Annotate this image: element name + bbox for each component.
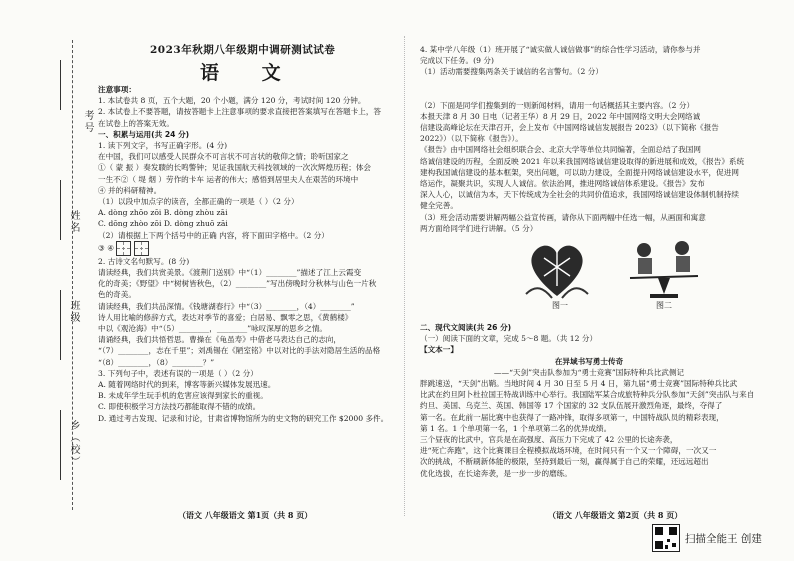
text-line: 比武在约旦阿卜杜拉国王特战训练中心举行。我国陆军某合成旅特种兵分队参加“天剑”突击队与来自 [420, 390, 755, 400]
text-line: 约旦、美国、乌克兰、英国、韩国等 17 个国家的 32 支队伍展开激烈角逐，最终，夺得了 [420, 401, 723, 411]
text-line: 2. 本试卷上不要答题，请按答题卡上注意事项的要求直接把答案填写在答题卡上，答 [98, 107, 382, 117]
text-label: 【文本一】 [420, 345, 458, 355]
text-line: 请诵经典，我们共悟哲思。曹操在《龟虽寿》中借老马表达自己的志向， [98, 335, 341, 345]
text-line: 请读经典，我们共品深情。《钱塘湖春行》中“（3）________，（4）________” [98, 301, 355, 311]
grid-line: ③ ④ [98, 241, 394, 256]
question-line: 2. 古诗文名句默写。(8 分) [98, 256, 190, 266]
question-line: （1）活动需要搜集两条关于诚信的名言警句。（2 分） [420, 67, 603, 77]
label-class: 班级 [68, 300, 79, 324]
article-title: 在异域书写勇士传奇 [554, 356, 624, 366]
heart-hands-illustration [522, 236, 592, 302]
subject-title: 语 文 [200, 62, 299, 84]
article-subtitle: ——“天剑”突击队参加为“勇士竞赛”国际特种兵比武侧记 [493, 367, 685, 377]
text-line: “（8）________，（8）________？” [98, 357, 215, 367]
figure-2-caption: 图二 [656, 301, 672, 310]
text-line: 在试卷上的答案无效。 [98, 118, 174, 128]
label-name: 姓名 [68, 210, 79, 234]
writing-grid-box [134, 241, 149, 256]
notice-heading: 注意事项： [98, 85, 136, 94]
qr-code-icon [652, 524, 680, 552]
question-line: 4. 某中学八年级（1）班开展了“诚实做人诚信做事”的综合性学习活动，请你参与并 [420, 45, 701, 54]
option-line: D. 通过考古发现、记录和讨论，甘肃省博物馆所为的史文物的研究工作 $2000 多件。 [98, 413, 389, 423]
option-line: C. dōng zhòo zōi D. dòng zhuō zāi [98, 219, 228, 229]
label-school: 乡（校） [68, 420, 79, 468]
question-line: （1）以段中加点字的读音，全都正确的一项是（ ）（2 分） [98, 197, 299, 207]
text-line: 第一名。在此前一届比赛中也获得了一路冲锋，取得多项第一，中国特战队员的精彩表现， [420, 412, 724, 422]
blank-line-exam-no [60, 60, 61, 110]
text-line: 进“死亡奔跑”，这个比赛课目全程模拟战场环境，在时间只有一个又一个障碍，一次又一 [420, 446, 717, 456]
binding-margin [0, 0, 92, 530]
text-line: 诗人用比喻的修辞方式，表达对季节的喜爱；白居易、飘零之思，《黄鹤楼》 [98, 312, 353, 322]
text-line: 络运作，凝聚共识，实现人人诚信。依法治网，推进网络诚信体系建设。《报告》发布 [420, 179, 705, 189]
question-line: （一）阅读下面的文章，完成 5～8 题。（共 12 分） [420, 334, 598, 344]
blank-line-name [60, 180, 61, 240]
answer-space [420, 78, 758, 100]
question-line: （2）请根据上下两个括号中的正确 内容，将下面田字格中。（2 分） [98, 230, 329, 240]
option-line: C. 即使积极学习方法技巧都能取得不错的成绩。 [98, 402, 261, 412]
right-column-reading [420, 322, 758, 479]
option-line: B. 未成年学生玩手机的危害应该得到家长的重视。 [98, 391, 268, 401]
cartoon-balance-illustration [622, 236, 704, 302]
page-divider [404, 36, 405, 516]
text-line: 化的奇美；《野望》中“树树皆秋色，（2）________”写出傍晚时分秋林与山色一片秋 [98, 279, 377, 289]
text-line: 深入人心，以诚信为本，天下传统成为全社会的共同价值追求，我国网络诚信建设体制机制持续 [420, 190, 739, 200]
text-line: 建构我国诚信建设的基本框架，突出问题，可以助力建设，全面提升网络诚信建设水平，促进网 [420, 167, 739, 177]
left-column [98, 84, 394, 424]
text-line: 胖跳速送，“天剑”出鞘。当地时间 4 月 30 日至 5 月 4 日，第九届“勇士竞赛”国际特种兵比武 [420, 379, 738, 389]
text-line: 优化选拔，在长途奔袭，是一步一步的磨练。 [420, 468, 572, 478]
question-line: 3. 下列句子中，表述有误的一项是（ ）（2 分） [98, 368, 258, 378]
option-line: A. 随着网络时代的到来，博客等新兴媒体发展迅速。 [98, 380, 276, 390]
text-line: 信建设高峰论坛在天津召开，会上发布《中国网络诚信发展报告 2023》（以下简称《报告 [420, 123, 719, 133]
text-line: 健全完善。 [420, 201, 458, 211]
footer-page-2: （语文 八年级语文 第2页（共 8 页） [548, 510, 683, 520]
text-line: 一生不②（ 堤 烟 ）劳作的卡车 运者的伟大；感悟到居里夫人在艰苦的环境中 [98, 174, 359, 184]
scanner-watermark: 扫描全能王 创建 [685, 533, 762, 545]
text-line: 本报天津 8 月 30 日电（记者王华）8 月 29 日，2022 年中国网络文明大会网络诚 [420, 111, 701, 121]
text-line: 色的奇美。 [98, 290, 136, 300]
text-line: 络诚信建设的历程，全面反映 2021 年以来我国网络诚信建设取得的新进展和成效，《报告》系统 [420, 156, 745, 166]
writing-grid-box [116, 241, 131, 256]
label-exam-no: 考号 [82, 110, 93, 134]
option-line: A. dòng zhōo zōi B. dòng zhòu zāi [98, 208, 228, 218]
text-line: ①（ 蒙 振 ）奏发聩的长鸣警钟；见证我国航天科技领域的一次次辉煌历程；体会 [98, 163, 372, 173]
text-line: 请读经典，我们共赏美景。《渡荆门送别》中“（1）________”描述了江上云霞变 [98, 268, 362, 278]
text-line: 中以《观沧海》中“（5）________，________”咏叹深厚的思乡之情。 [98, 324, 328, 334]
text-line: ④ 并的科研精神。 [98, 185, 162, 195]
figure-1-caption: 图一 [552, 301, 568, 310]
section-heading: 一、积累与运用(共 24 分) [98, 129, 190, 139]
text-line: 《报告》由中国网络社会组织联合会、北京大学等单位共同编著，全面总结了我国网 [420, 145, 701, 155]
text-line: 在中国，我们可以感受人民群众不可言状不可言状的敬仰之情；聆听国家之 [98, 152, 349, 162]
text-line: “（7）________，志在千里”；刘禹锡在《陋室铭》中以对比的手法对隐居生活的品格 [98, 346, 381, 356]
blank-line-class [60, 290, 61, 360]
exam-title: 2023年秋期八年级期中调研测试试卷 [150, 44, 336, 56]
text-line: 第 1 名。1 个单项第一名，1 个单项第二名的优异成绩。 [420, 423, 612, 433]
text-line: 三个昼夜的比武中，官兵是在高强度、高压力下完成了 42 公里的长途奔袭， [420, 435, 678, 445]
right-column [420, 44, 758, 234]
footer-page-1: （语文 八年级语文 第1页（共 8 页） [178, 510, 313, 520]
question-line: （3）班会活动需要讲解两幅公益宣传画，请你从下面两幅中任选一幅，从画面和寓意 [420, 212, 706, 222]
blank-line-school [60, 410, 61, 480]
question-line: （2）下面是同学们搜集到的一则新闻材料，请用一句话概括其主要内容。（2 分） [420, 100, 695, 110]
text-line: 2022》）（以下简称《报告》）。 [420, 134, 523, 144]
question-line: 完成以下任务。(9 分) [420, 56, 494, 66]
text-line: 1. 本试卷共 8 页，五个大题，20 个小题，满分 120 分，考试时间 120 分钟。 [98, 96, 366, 106]
section-heading: 二、现代文阅读(共 26 分) [420, 323, 512, 332]
question-line: 1. 读下列文字，书写正确字形。(4 分) [98, 141, 228, 151]
text-line: 次的挑战，不断刷新体能的极限，坚持到最后一刻，赢得属于自己的荣耀，还远远超出 [420, 457, 709, 467]
question-line: 两方面给同学们进行讲解。（5 分） [420, 223, 538, 233]
